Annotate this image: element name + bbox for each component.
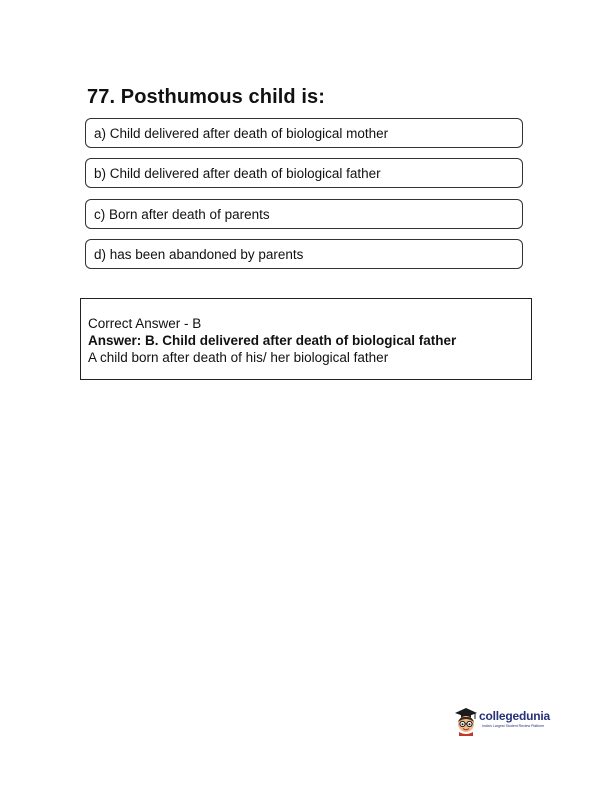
answer-statement: Answer: B. Child delivered after death of biological father <box>88 333 457 348</box>
option-a[interactable]: a) Child delivered after death of biological mother <box>85 118 523 148</box>
option-d[interactable]: d) has been abandoned by parents <box>85 239 523 269</box>
option-c[interactable]: c) Born after death of parents <box>85 199 523 229</box>
answer-box <box>80 298 532 380</box>
question-title: 77. Posthumous child is: <box>87 86 325 108</box>
collegedunia-logo <box>452 706 556 736</box>
logo-tagline: India's Largest Student Review Platform <box>482 724 545 728</box>
correct-answer-label: Correct Answer - B <box>88 316 202 331</box>
answer-explanation: A child born after death of his/ her biological father <box>88 350 389 365</box>
logo-name: collegedunia <box>479 709 550 723</box>
student-mascot-icon <box>452 706 480 736</box>
option-b[interactable]: b) Child delivered after death of biological father <box>85 158 523 188</box>
